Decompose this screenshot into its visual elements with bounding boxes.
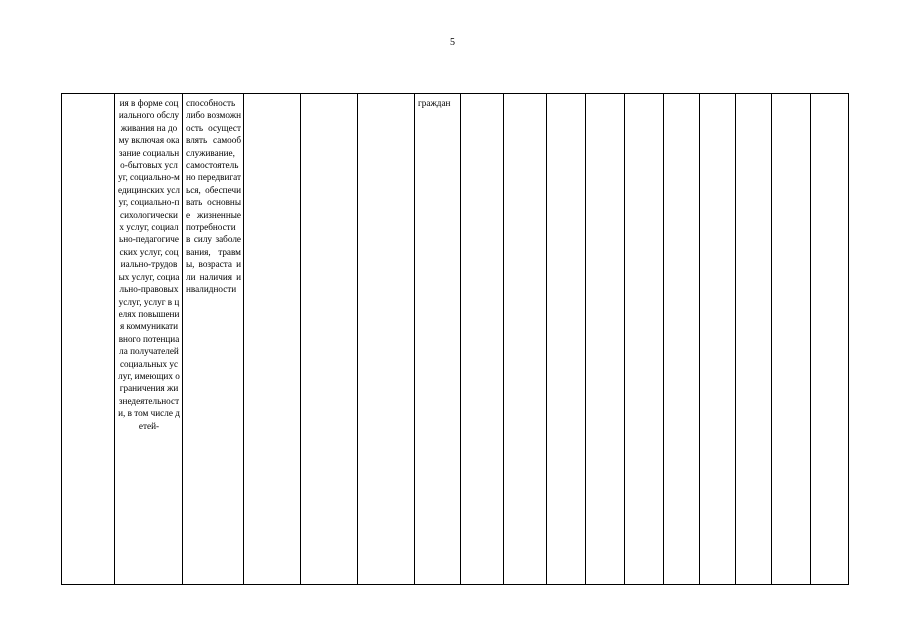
recipient-cell: граждан [415,94,461,585]
table-cell [625,94,664,585]
table-cell [461,94,504,585]
table-cell [772,94,811,585]
page-number: 5 [450,37,455,48]
table-row [62,94,849,585]
table-cell [504,94,547,585]
table-cell [586,94,625,585]
table-cell [358,94,415,585]
table-cell [811,94,849,585]
need-criteria-cell: способность либо возможность осуществлять самообслуживание, самостоятельно передвигаться, обеспечивать основные жизненные потребности в силу заболевания, травмы, возраста или наличия инвалидности [183,94,244,585]
table-cell [244,94,301,585]
table-cell [664,94,700,585]
table-cell [700,94,736,585]
table-cell [301,94,358,585]
table-cell [547,94,586,585]
table-cell [62,94,115,585]
services-table [61,93,849,585]
service-description-cell: ия в форме социального обслуживания на дому включая оказание социально-бытовых услуг, социально-медицинских услуг, социально-психологических услуг, социально-педагогических услуг, социально-трудовых услуг, социально-правовых услуг, услуг в целях повышения коммуникативного потенциала получателей социальных услуг, имеющих ограничения жизнедеятельности, в том числе детей- [115,94,183,585]
table-cell [736,94,772,585]
